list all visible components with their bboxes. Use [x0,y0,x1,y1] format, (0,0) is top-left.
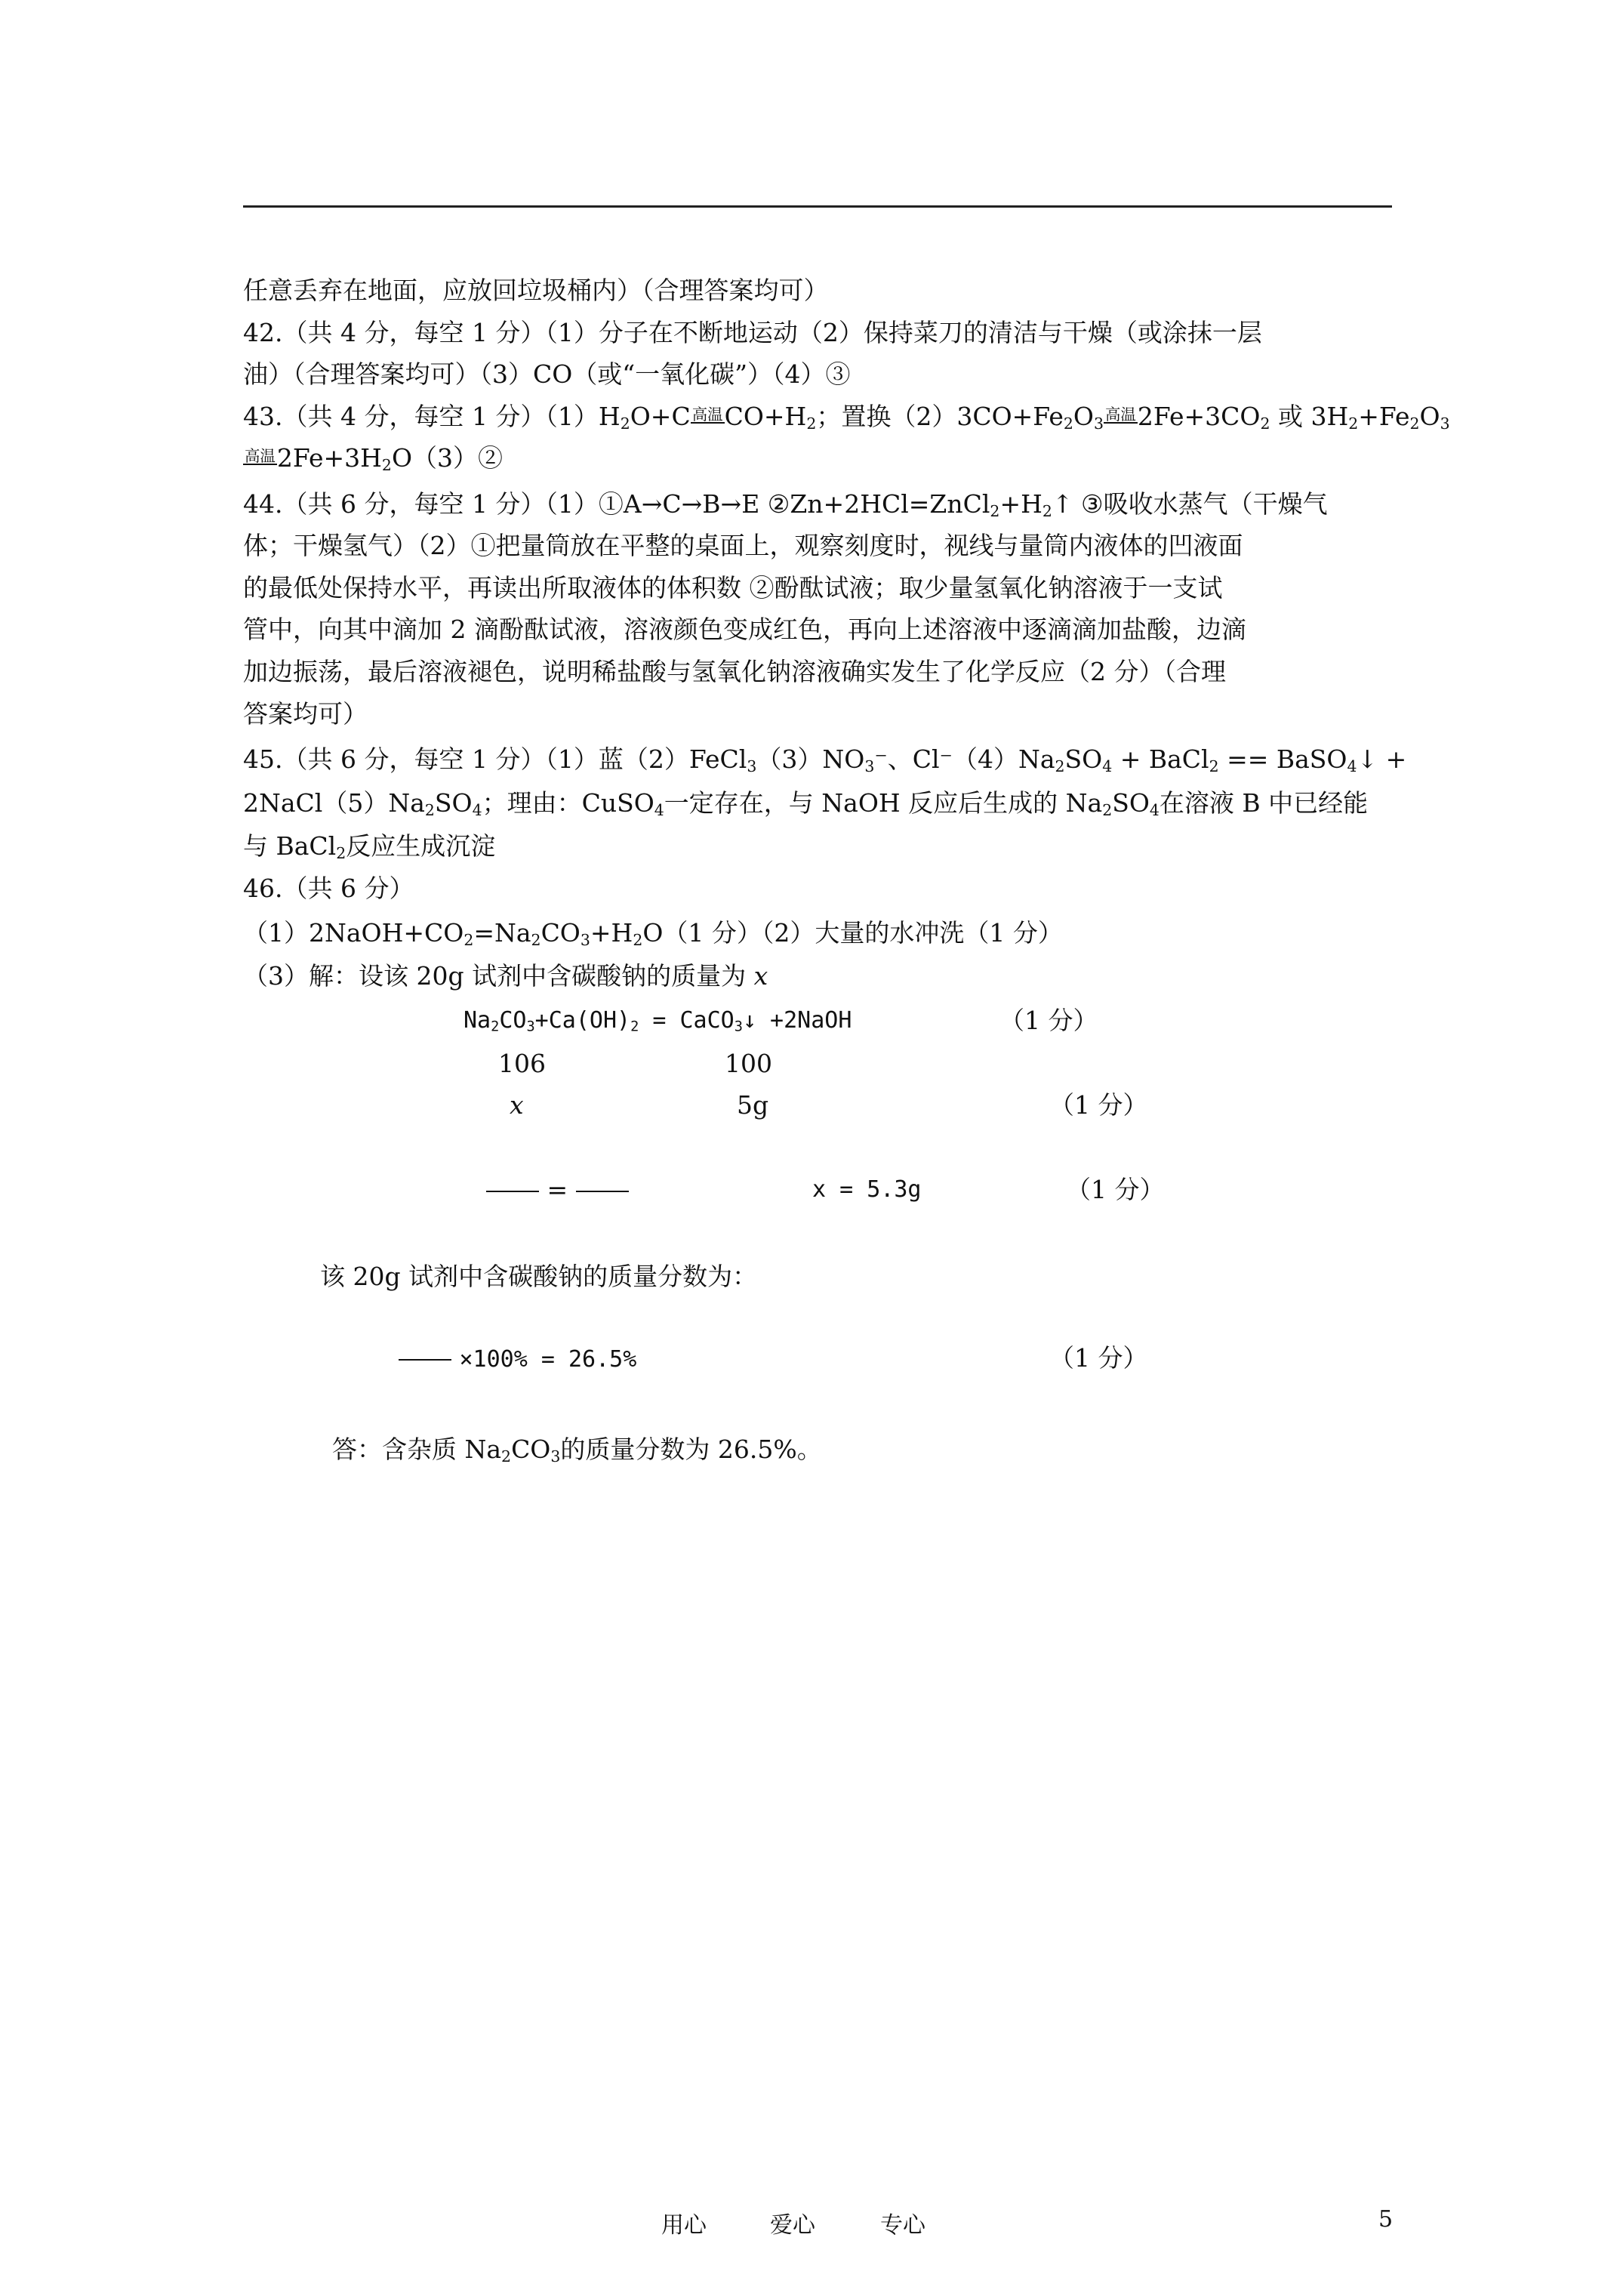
text-part: SO [1112,788,1150,818]
subscript: 2 [1042,502,1052,521]
variable-x: x [753,961,768,991]
text-part: +H [999,489,1042,519]
value-text: x = 5.3g [812,1176,922,1203]
text-part: （3）解：设该 20g 试剂中含碳酸钠的质量为 [243,961,754,991]
text-part: Na [463,1007,491,1034]
question-45-line-2 [243,788,1368,818]
score-note [1049,1343,1148,1373]
score-text: （1 分） [999,1006,1098,1035]
line-text: 加边振荡，最后溶液褪色，说明稀盐酸与氢氧化钠溶液确实发生了化学反应（2 分）（合理 [243,657,1226,686]
subscript: 2 [491,1019,500,1035]
value-text: 106 [498,1049,546,1078]
value-text: 5g [737,1090,769,1120]
text-part: ↓ + [1357,744,1407,774]
text-part: ↓ +2NaOH [742,1007,852,1034]
header-rule [243,205,1392,208]
text-part: 44.（共 6 分，每空 1 分）（1）①A→C→B→E ②Zn+2HCl=ZnCl [243,489,990,519]
value-text: ×100% = 26.5% [459,1346,637,1373]
equation [463,1006,852,1036]
question-44-line-5 [243,657,1226,687]
line-text: 油）（合理答案均可）（3）CO（或“一氧化碳”）（4）③ [243,359,851,389]
line-text: 体；干燥氢气）（2）①把量筒放在平整的桌面上，观察刻度时，视线与量筒内液体的凹液面 [243,531,1243,560]
percent-calc [399,1343,636,1375]
subscript: 2 [1055,757,1065,776]
footer-motto-3 [880,2206,925,2239]
subscript: 3 [864,757,875,776]
score-text: （1 分） [1066,1175,1165,1204]
score-note [999,1006,1098,1036]
text-part: （3）NO [756,744,865,774]
line-text: 的最低处保持水平，再读出所取液体的体积数 ②酚酞试液；取少量氢氧化钠溶液于一支试 [243,573,1223,603]
subscript: 2 [531,931,541,950]
subscript: 3 [1093,415,1104,433]
reaction-condition: 高温 [691,405,723,424]
line-text: 任意丢弃在地面，应放回垃圾桶内）（合理答案均可） [243,276,829,305]
text-part: 或 3H [1270,402,1349,431]
subscript: 2 [1063,415,1073,433]
text-part: +H [590,918,633,948]
question-42-line-2 [243,359,851,390]
text-part: SO [1064,744,1103,774]
subscript: 3 [580,931,590,950]
question-42-line-1 [243,318,1262,348]
line-text: 42.（共 4 分，每空 1 分）（1）分子在不断地运动（2）保持菜刀的清洁与干燥（或涂抹一层 [243,318,1262,347]
subscript: 4 [1102,757,1113,776]
text-part: 2Fe+3CO [1137,402,1261,431]
motto-text: 爱心 [770,2212,815,2239]
line-text: 46.（共 6 分） [243,874,414,903]
question-46-line-1 [243,918,1063,948]
subscript: 4 [654,801,664,820]
question-44-line-4 [243,615,1246,645]
subscript: 4 [1347,757,1357,776]
text-part: O（1 分）（2）大量的水冲洗（1 分） [642,918,1063,948]
text-part: CO [499,1007,527,1034]
text-part: ；理由：CuSO [482,788,654,818]
subscript: 2 [336,844,346,863]
subscript: 2 [463,931,474,950]
reaction-condition: 高温 [1105,405,1136,424]
question-43-line-1 [243,402,1450,432]
text-part: O [1419,402,1440,431]
subscript: 4 [1149,801,1160,820]
subscript: 2 [1209,757,1219,776]
text-part: 反应生成沉淀 [346,831,496,861]
line-text: 管中，向其中滴加 2 滴酚酞试液，溶液颜色变成红色，再向上述溶液中逐滴滴加盐酸，边滴 [243,615,1246,644]
subscript: 2 [633,931,643,950]
text-part: （1）2NaOH+CO [243,918,464,948]
reaction-condition: 高温 [245,446,276,465]
motto-text: 用心 [661,2212,707,2239]
text-part: O [1073,402,1094,431]
text-part: SO [434,788,473,818]
text-part: =Na [473,918,531,948]
text-part: CO [540,918,581,948]
text-part: CO+H [724,402,807,431]
molar-mass-na2co3 [498,1049,546,1079]
fraction-bar [486,1191,539,1192]
subscript: 2 [620,415,630,433]
line-text: 答案均可） [243,699,368,729]
question-46-heading [243,874,414,904]
subscript: 2 [1102,801,1113,820]
subscript: 3 [550,1447,561,1466]
text-part: 与 BaCl [243,831,337,861]
question-44-line-6 [243,699,368,729]
subscript: 2 [990,502,1000,521]
score-note [1066,1175,1165,1205]
footer-motto-1 [661,2206,707,2239]
question-46-line-2 [243,961,768,991]
question-44-line-1 [243,489,1328,519]
motto-text: 专心 [880,2212,925,2239]
fraction-bar [576,1191,629,1192]
question-44-line-2 [243,531,1243,561]
footer-motto-2 [770,2206,815,2239]
subscript: 2 [501,1447,512,1466]
line-text: 该 20g 试剂中含碳酸钠的质量分数为： [320,1262,758,1291]
subscript: 3 [747,757,757,776]
text-part: 在溶液 B 中已经能 [1159,788,1369,818]
text-part: == BaSO [1218,744,1347,774]
unknown-x [510,1090,524,1120]
value-text: x [510,1090,524,1120]
question-43-line-2 [243,443,503,473]
text-part: 2NaCl（5）Na [243,788,425,818]
text-part: ⁻、Cl⁻（4）Na [874,744,1055,774]
subscript: 2 [630,1019,639,1035]
text-part: + BaCl [1112,744,1209,774]
text-part: 2Fe+3H [276,443,382,473]
subscript: 2 [1260,415,1270,433]
text-line [243,276,829,306]
text-part: 一定存在，与 NaOH 反应后生成的 Na [664,788,1103,818]
value-text: 100 [725,1049,772,1078]
subscript: 3 [734,1019,743,1035]
score-note [1049,1090,1148,1120]
text-part: = CaCO [639,1007,735,1034]
score-text: （1 分） [1049,1343,1148,1373]
subscript: 3 [526,1019,535,1035]
fraction-bar [399,1359,451,1361]
text-part: ↑ ③吸收水蒸气（干燥气 [1052,489,1328,519]
question-45-line-1 [243,744,1406,775]
text-part: ；置换（2）3CO+Fe [816,402,1064,431]
equals-sign: = [547,1175,568,1204]
proportion [486,1175,629,1205]
molar-mass-caco3 [725,1049,772,1079]
fraction-intro [320,1262,757,1292]
text-part: 45.（共 6 分，每空 1 分）（1）蓝（2）FeCl [243,744,747,774]
text-part: +Fe [1358,402,1410,431]
text-part: O（3）② [391,443,503,473]
page-number [1378,2206,1393,2233]
result-x [812,1175,922,1205]
subscript: 3 [1440,415,1450,433]
text-part: +Ca(OH) [534,1007,631,1034]
question-45-line-3 [243,831,495,861]
subscript: 2 [424,801,435,820]
text-part: 的质量分数为 26.5%。 [560,1435,822,1464]
subscript: 2 [381,456,392,475]
score-text: （1 分） [1049,1090,1148,1120]
text-part: 答：含杂质 Na [332,1435,502,1464]
text-part: CO [511,1435,551,1464]
question-44-line-3 [243,573,1223,603]
subscript: 2 [806,415,817,433]
final-answer [332,1435,822,1465]
subscript: 4 [472,801,482,820]
page-number-text: 5 [1378,2206,1394,2233]
subscript: 2 [1348,415,1359,433]
text-part: O+C [630,402,691,431]
subscript: 2 [1409,415,1420,433]
text-part: 43.（共 4 分，每空 1 分）（1）H [243,402,621,431]
mass-caco3 [737,1090,768,1120]
